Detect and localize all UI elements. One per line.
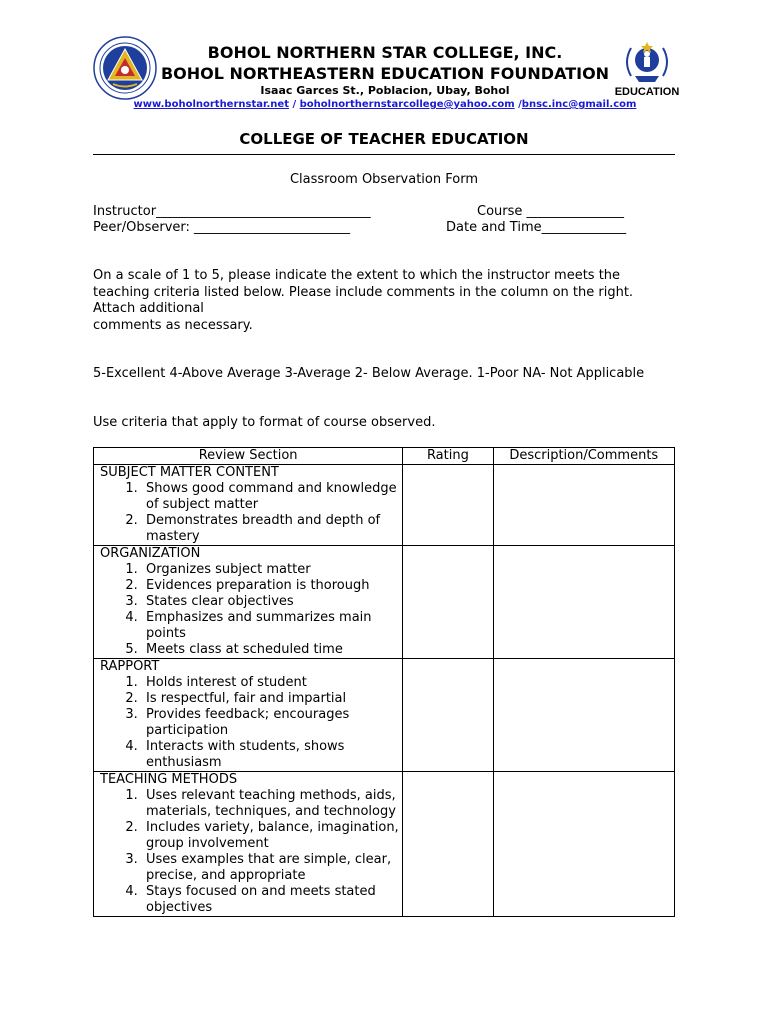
link-separator: / bbox=[514, 99, 522, 110]
contact-links bbox=[100, 99, 670, 110]
criteria-list bbox=[94, 481, 402, 545]
criteria-list bbox=[94, 562, 402, 658]
date-time-field[interactable]: Date and Time_____________ bbox=[446, 220, 627, 235]
form-title: Classroom Observation Form bbox=[289, 172, 478, 187]
section-title: TEACHING METHODS bbox=[100, 772, 238, 787]
education-logo-text: EDUCATION bbox=[614, 86, 680, 98]
college-seal-logo bbox=[93, 36, 157, 100]
rating-cell[interactable] bbox=[403, 772, 493, 917]
instructions-text: On a scale of 1 to 5, please indicate the extent to which the instructor meets the teaching criteria listed below. Please include comments in the column on the right. Attach additional bbox=[93, 268, 634, 316]
list-item: 1. Holds interest of student bbox=[146, 675, 402, 691]
section-row-rapport bbox=[94, 659, 675, 772]
list-item: 2. Includes variety, balance, imagination, group involvement bbox=[146, 820, 402, 852]
rating-scale: 5-Excellent 4-Above Average 3-Average 2- Below Average. 1-Poor NA- Not Applicable bbox=[93, 366, 645, 381]
comments-cell[interactable] bbox=[493, 546, 674, 659]
header-review-section: Review Section bbox=[94, 448, 403, 465]
section-title: RAPPORT bbox=[100, 659, 160, 674]
section-title: SUBJECT MATTER CONTENT bbox=[100, 465, 279, 480]
peer-observer-field[interactable]: Peer/Observer: ________________________ bbox=[93, 220, 351, 235]
course-field[interactable]: Course _______________ bbox=[477, 204, 625, 219]
list-item: 3. States clear objectives bbox=[146, 594, 402, 610]
rating-cell[interactable] bbox=[403, 659, 493, 772]
list-item: 3. Uses examples that are simple, clear, precise, and appropriate bbox=[146, 852, 402, 884]
header-comments: Description/Comments bbox=[493, 448, 674, 465]
observation-table bbox=[93, 447, 675, 917]
foundation-name: BOHOL NORTHEASTERN EDUCATION FOUNDATION bbox=[160, 64, 610, 83]
header-rating: Rating bbox=[403, 448, 493, 465]
section-row-subject-matter bbox=[94, 465, 675, 546]
list-item: 2. Evidences preparation is thorough bbox=[146, 578, 402, 594]
section-cell bbox=[94, 465, 403, 546]
criteria-note: Use criteria that apply to format of course observed. bbox=[93, 415, 436, 430]
section-cell bbox=[94, 546, 403, 659]
link-separator: / bbox=[289, 99, 300, 110]
rating-cell[interactable] bbox=[403, 465, 493, 546]
criteria-list bbox=[94, 788, 402, 916]
list-item: 4. Emphasizes and summarizes main points bbox=[146, 610, 402, 642]
list-item: 1. Organizes subject matter bbox=[146, 562, 402, 578]
header-divider bbox=[93, 154, 675, 155]
section-row-organization bbox=[94, 546, 675, 659]
comments-cell[interactable] bbox=[493, 465, 674, 546]
instructor-field[interactable]: Instructor_________________________________ bbox=[93, 204, 371, 219]
list-item: 1. Shows good command and knowledge of subject matter bbox=[146, 481, 402, 513]
list-item: 2. Demonstrates breadth and depth of mastery bbox=[146, 513, 402, 545]
comments-cell[interactable] bbox=[493, 659, 674, 772]
list-item: 1. Uses relevant teaching methods, aids, materials, techniques, and technology bbox=[146, 788, 402, 820]
yahoo-email-link[interactable]: boholnorthernstarcollege@yahoo.com bbox=[299, 99, 515, 110]
college-title: COLLEGE OF TEACHER EDUCATION bbox=[239, 130, 529, 148]
criteria-list bbox=[94, 675, 402, 771]
education-logo bbox=[613, 40, 681, 98]
website-link[interactable]: www.boholnorthernstar.net bbox=[133, 99, 289, 110]
table-header-row bbox=[94, 448, 675, 465]
list-item: 2. Is respectful, fair and impartial bbox=[146, 691, 402, 707]
institution-name: BOHOL NORTHERN STAR COLLEGE, INC. bbox=[207, 43, 563, 62]
list-item: 4. Stays focused on and meets stated objectives bbox=[146, 884, 402, 916]
rating-cell[interactable] bbox=[403, 546, 493, 659]
list-item: 5. Meets class at scheduled time bbox=[146, 642, 402, 658]
list-item: 3. Provides feedback; encourages participation bbox=[146, 707, 402, 739]
gmail-email-link[interactable]: bnsc.inc@gmail.com bbox=[521, 99, 637, 110]
instructions-text-cont: comments as necessary. bbox=[93, 318, 253, 333]
address: Isaac Garces St., Poblacion, Ubay, Bohol bbox=[260, 84, 510, 97]
section-title: ORGANIZATION bbox=[100, 546, 201, 561]
section-row-teaching-methods bbox=[94, 772, 675, 917]
comments-cell[interactable] bbox=[493, 772, 674, 917]
section-cell bbox=[94, 659, 403, 772]
list-item: 4. Interacts with students, shows enthusiasm bbox=[146, 739, 402, 771]
section-cell bbox=[94, 772, 403, 917]
